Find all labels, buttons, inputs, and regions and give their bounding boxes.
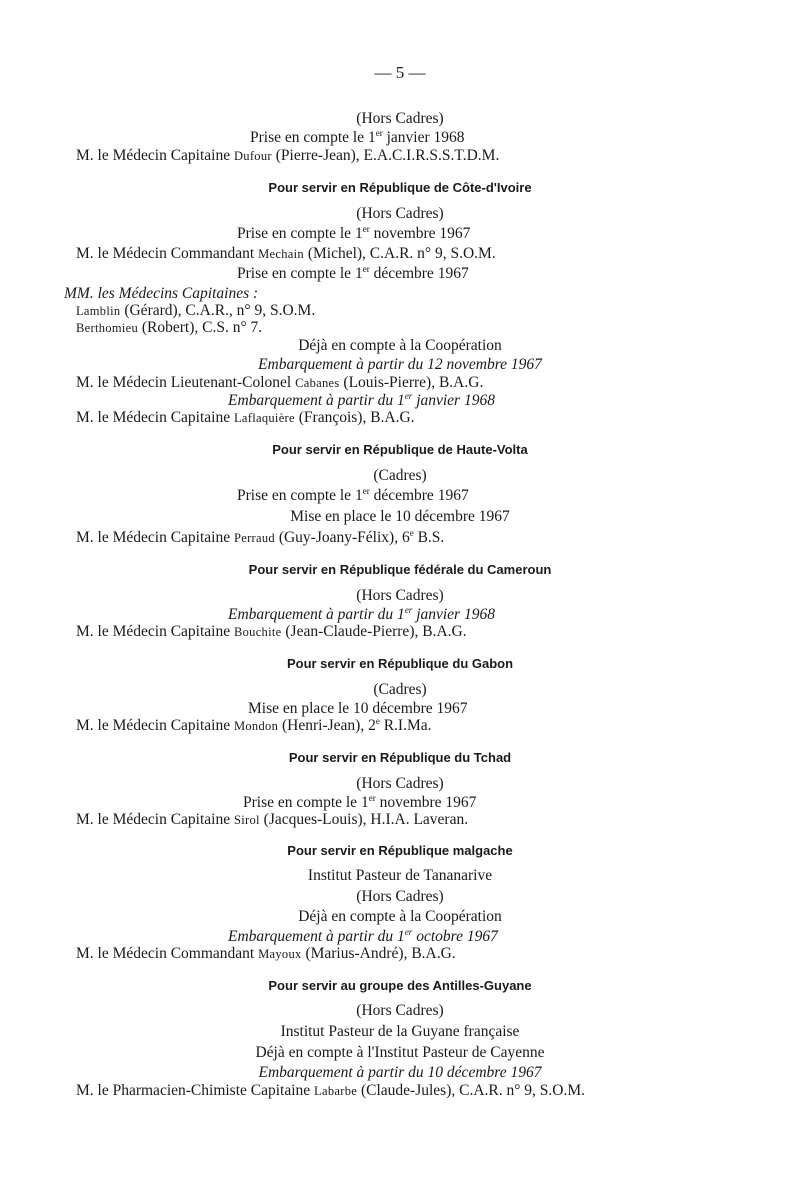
date-line: Prise en compte le 1er décembre 1967 xyxy=(237,486,469,504)
status-line: (Hors Cadres) xyxy=(356,110,444,127)
embarkation-line: Embarquement à partir du 1er octobre 1967 xyxy=(228,927,498,945)
date-line: Prise en compte le 1er novembre 1967 xyxy=(237,224,471,242)
person-entry: Berthomieu (Robert), C.S. n° 7. xyxy=(76,319,263,336)
section-heading: Pour servir en République de Côte-d'Ivoire xyxy=(268,180,532,195)
section-heading: Pour servir en République du Tchad xyxy=(288,750,512,765)
status-line: (Hors Cadres) xyxy=(356,587,444,604)
status-line: Déjà en compte à la Coopération xyxy=(298,337,502,354)
section-heading: Pour servir en République de Haute-Volta xyxy=(272,442,528,457)
section-heading: Pour servir au groupe des Antilles-Guyane xyxy=(268,978,532,993)
person-entry: M. le Médecin Capitaine Sirol (Jacques-Louis), H.I.A. Laveran. xyxy=(76,811,469,828)
embarkation-line: Embarquement à partir du 1er janvier 1968 xyxy=(228,391,495,409)
person-entry: M. le Médecin Capitaine Mondon (Henri-Jean), 2e R.I.Ma. xyxy=(76,716,432,734)
status-line: Déjà en compte à l'Institut Pasteur de Cayenne xyxy=(255,1044,545,1061)
status-line: (Cadres) xyxy=(373,681,427,698)
date-line: Mise en place le 10 décembre 1967 xyxy=(290,508,510,525)
status-line: (Hors Cadres) xyxy=(356,888,444,905)
status-line: (Hors Cadres) xyxy=(356,775,444,792)
group-label: MM. les Médecins Capitaines : xyxy=(64,285,259,302)
date-line: Prise en compte le 1er novembre 1967 xyxy=(243,793,477,811)
date-line: Mise en place le 10 décembre 1967 xyxy=(248,700,468,717)
status-line: (Hors Cadres) xyxy=(356,1002,444,1019)
status-line: (Cadres) xyxy=(373,467,427,484)
person-entry: M. le Médecin Capitaine Perraud (Guy-Joany-Félix), 6e B.S. xyxy=(76,528,445,546)
person-entry: M. le Médecin Commandant Mayoux (Marius-André), B.A.G. xyxy=(76,945,456,962)
embarkation-line: Embarquement à partir du 1er janvier 1968 xyxy=(228,605,495,623)
person-entry: M. le Médecin Capitaine Bouchite (Jean-Claude-Pierre), B.A.G. xyxy=(76,623,467,640)
person-entry: M. le Médecin Capitaine Laflaquière (François), B.A.G. xyxy=(76,409,415,426)
date-line: Prise en compte le 1er janvier 1968 xyxy=(250,128,465,146)
status-line: (Hors Cadres) xyxy=(356,205,444,222)
embarkation-line: Embarquement à partir du 10 décembre 1967 xyxy=(258,1064,542,1081)
person-entry: M. le Médecin Lieutenant-Colonel Cabanes (Louis-Pierre), B.A.G. xyxy=(76,374,484,391)
section-heading: Pour servir en République du Gabon xyxy=(286,656,514,671)
person-entry: Lamblin (Gérard), C.A.R., n° 9, S.O.M. xyxy=(76,302,316,319)
person-entry: M. le Médecin Capitaine Dufour (Pierre-Jean), E.A.C.I.R.S.S.T.D.M. xyxy=(76,147,500,164)
institute-line: Institut Pasteur de la Guyane française xyxy=(280,1023,520,1040)
page-number: — 5 — xyxy=(374,63,426,82)
person-entry: M. le Pharmacien-Chimiste Capitaine Labarbe (Claude-Jules), C.A.R. n° 9, S.O.M. xyxy=(76,1082,586,1099)
status-line: Déjà en compte à la Coopération xyxy=(298,908,502,925)
section-heading: Pour servir en République fédérale du Cameroun xyxy=(248,562,552,577)
section-heading: Pour servir en République malgache xyxy=(287,843,513,858)
institute-line: Institut Pasteur de Tananarive xyxy=(307,867,493,884)
person-entry: M. le Médecin Commandant Mechain (Michel), C.A.R. n° 9, S.O.M. xyxy=(76,245,496,262)
embarkation-line: Embarquement à partir du 12 novembre 1967 xyxy=(258,356,542,373)
date-line: Prise en compte le 1er décembre 1967 xyxy=(237,264,469,282)
